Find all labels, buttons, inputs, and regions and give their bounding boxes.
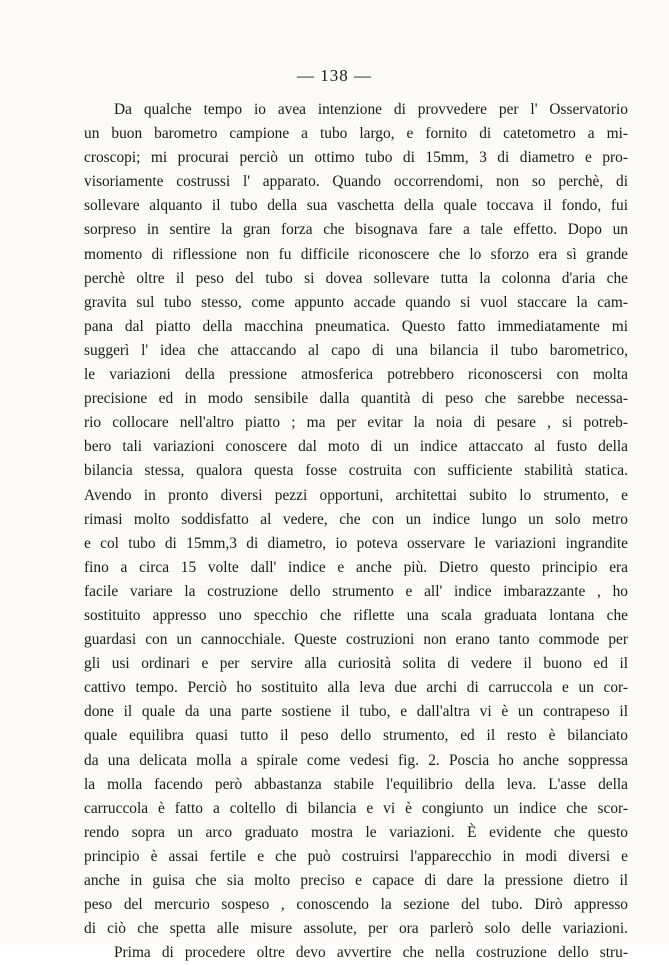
text-line: bilancia stessa, qualora questa fosse costruita con sufficiente stabilità statica. — [84, 462, 628, 480]
text-line: guardasi con un cannocchiale. Queste costruzioni non erano tanto commode per — [84, 631, 628, 649]
text-line: momento di riflessione non fu difficile riconoscere che lo sforzo era sì grande — [84, 245, 628, 263]
text-line: rio collocare nell'altro piatto ; ma per evitar la noia di pesare , si potreb- — [84, 414, 628, 432]
text-line: peso del mercurio sospeso , conoscendo la sezione del tubo. Dirò appresso — [84, 896, 628, 914]
text-line: quale equilibra quasi tutto il peso dello strumento, ed il resto è bilanciato — [84, 727, 628, 745]
text-line: pana dal piatto della macchina pneumatica. Questo fatto immediatamente mi — [84, 317, 628, 335]
text-line: cattivo tempo. Perciò ho sostituito alla leva due archi di carruccola e un cor- — [84, 679, 628, 697]
page-number: — 138 — — [297, 66, 372, 85]
text-line: carruccola è fatto a coltello di bilancia e vi è congiunto un indice che scor- — [84, 799, 628, 817]
text-line: anche in guisa che sia molto preciso e capace di dare la pressione dietro il — [84, 872, 628, 889]
text-line: sorpreso in sentire la gran forza che bisognava fare a tale effetto. Dopo un — [84, 221, 628, 239]
text-line: visoriamente costrussi l' apparato. Quando occorrendomi, non so perchè, di — [84, 173, 628, 191]
text-line: Avendo in pronto diversi pezzi opportuni, architettai subito lo strumento, e — [84, 486, 628, 504]
text-line: rimasi molto soddisfatto al vedere, che con un indice lungo un solo metro — [84, 510, 628, 528]
text-line: croscopi; mi procurai perciò un ottimo tubo di 15mm, 3 di diametro e pro- — [84, 149, 628, 167]
text-line: la molla facendo però abbastanza stabile l'equilibrio della leva. L'asse della — [84, 775, 628, 793]
text-line: e col tubo di 15mm,3 di diametro, io poteva osservare le variazioni ingrandite — [84, 534, 628, 552]
text-line: sollevare alquanto il tubo della sua vaschetta della quale toccava il fondo, fui — [84, 197, 628, 215]
text-line: done il quale da una parte sostiene il tubo, e dall'altra vi è un contrapeso il — [84, 703, 628, 721]
text-line: di ciò che spetta alle misure assolute, per ora parlerò solo delle variazioni. — [84, 920, 628, 938]
text-line: Da qualche tempo io avea intenzione di provvedere per l' Osservatorio — [114, 101, 628, 118]
text-line: principio è assai fertile e che può costruirsi l'apparecchio in modi diversi e — [84, 847, 628, 865]
text-line: fino a circa 15 volte dall' indice e anche più. Dietro questo principio era — [84, 558, 628, 576]
text-line: le variazioni della pressione atmosferica potrebbero riconoscersi con molta — [84, 366, 628, 384]
text-line: gravita sul tubo stesso, come appunto accade quando si vuol staccare la cam- — [84, 293, 628, 311]
text-line: suggerì l' idea che attaccando al capo di una bilancia il tubo barometrico, — [84, 341, 628, 359]
text-line: un buon barometro campione a tubo largo, e fornito di catetometro a mi- — [84, 125, 628, 143]
text-line: da una delicata molla a spirale come vedesi fig. 2. Poscia ho anche soppressa — [84, 751, 628, 769]
text-line: rendo sopra un arco graduato mostra le variazioni. È evidente che questo — [84, 823, 628, 841]
text-line: precisione ed in modo sensibile dalla quantità di peso che sarebbe necessa- — [84, 390, 628, 408]
text-line: perchè oltre il peso del tubo si dovea sollevare tutta la colonna d'aria che — [84, 269, 628, 287]
text-line: facile variare la costruzione dello strumento e all' indice imbarazzante , ho — [84, 582, 628, 600]
text-line: bero tali variazioni conoscere dal moto di un indice attaccato al fusto della — [84, 438, 628, 456]
text-line: Prima di procedere oltre devo avvertire che nella costruzione dello stru- — [114, 944, 628, 962]
text-line: sostituito appresso uno specchio che riflette una scala graduata lontana che — [84, 606, 628, 624]
text-line: gli usi ordinari e per servire alla curiosità solita di vedere il buono ed il — [84, 655, 628, 673]
body-text — [84, 98, 628, 965]
